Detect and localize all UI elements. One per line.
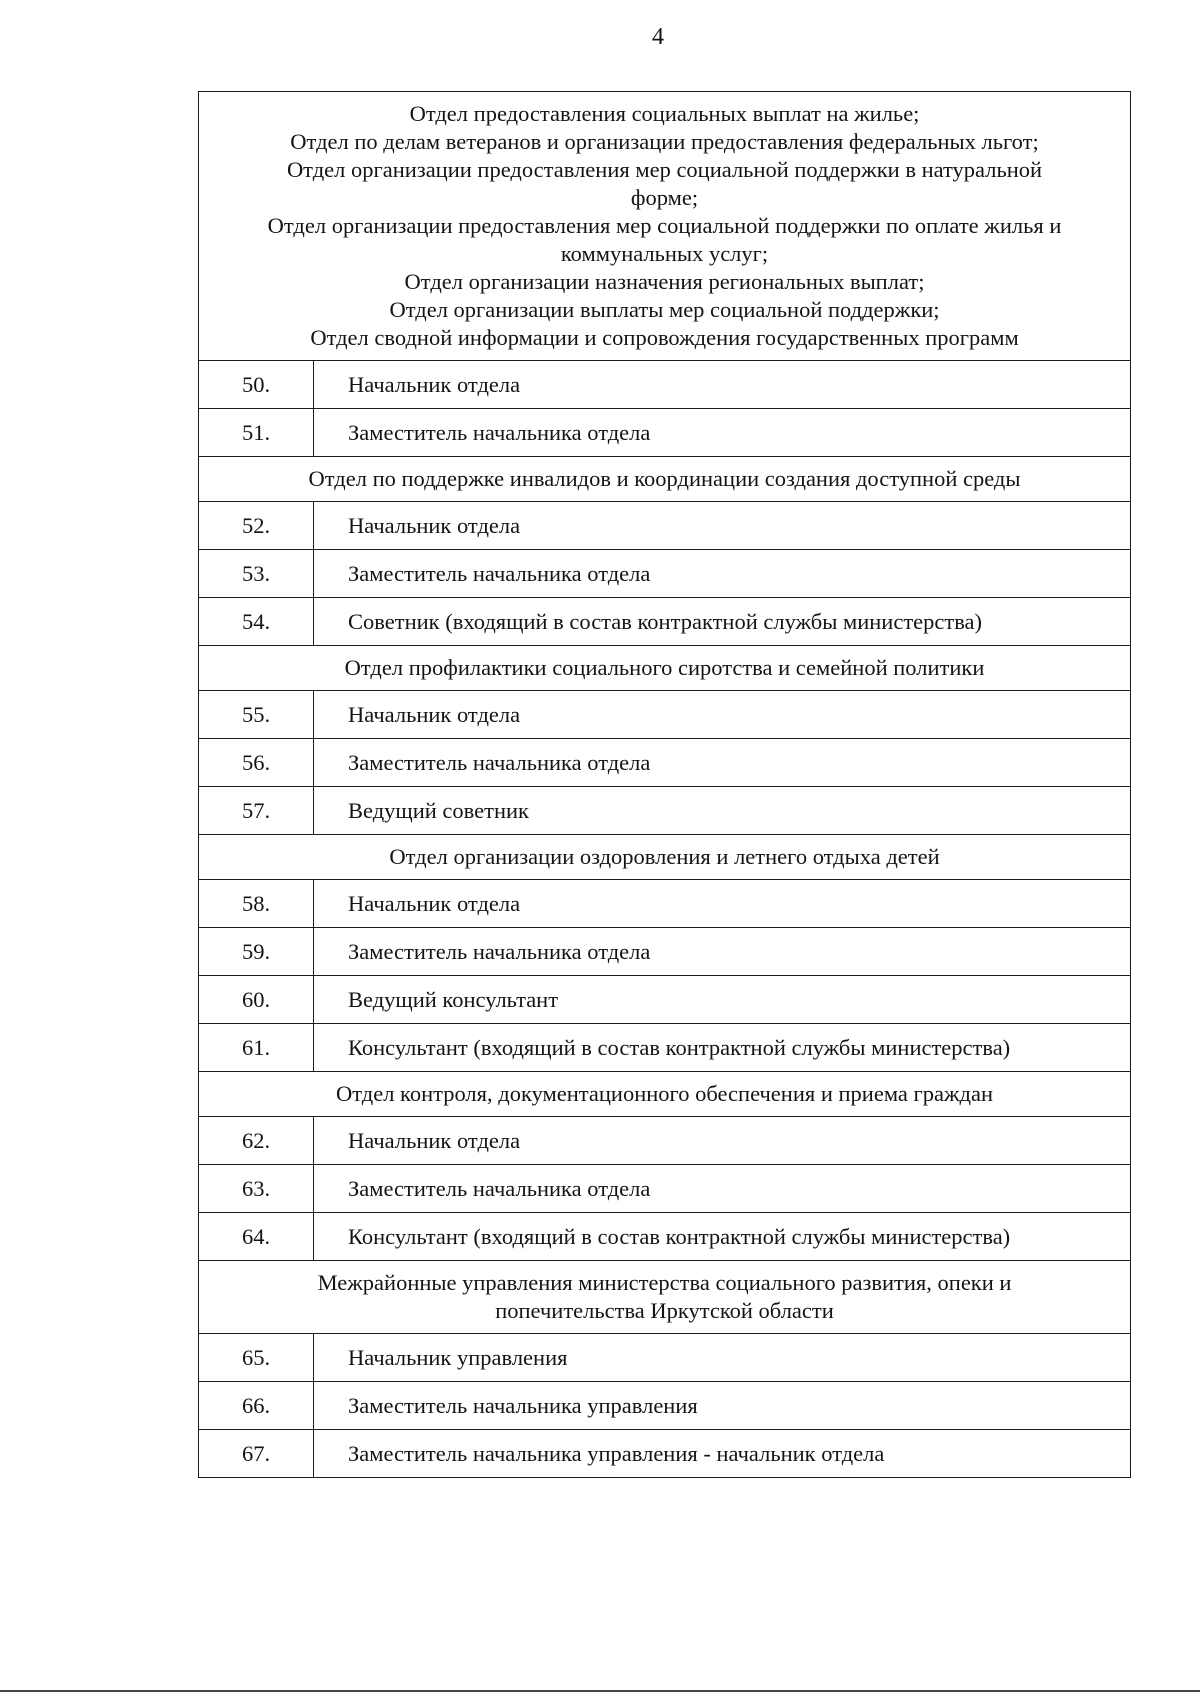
row-number: 54. — [199, 598, 314, 646]
table-row — [199, 1430, 1131, 1478]
positions-table-body — [199, 92, 1131, 1478]
row-number: 50. — [199, 361, 314, 409]
table-row — [199, 928, 1131, 976]
table-row — [199, 361, 1131, 409]
section-heading-line: Отдел контроля, документационного обеспечения и приема граждан — [335, 1081, 994, 1106]
table-row — [199, 550, 1131, 598]
position-title: Советник (входящий в состав контрактной службы министерства) — [314, 598, 1131, 646]
table-row — [199, 691, 1131, 739]
section-heading-row — [199, 92, 1131, 361]
section-heading-line: Отдел профилактики социального сиротства и семейной политики — [344, 655, 985, 680]
row-number: 61. — [199, 1024, 314, 1072]
section-heading-row — [199, 1261, 1131, 1334]
row-number: 66. — [199, 1382, 314, 1430]
row-number: 52. — [199, 502, 314, 550]
section-heading-line: коммунальных услуг; — [560, 241, 769, 266]
section-heading-line: Отдел организации назначения региональных выплат; — [404, 269, 925, 294]
section-heading-line: Отдел организации оздоровления и летнего отдыха детей — [389, 844, 940, 869]
row-number: 57. — [199, 787, 314, 835]
position-title: Консультант (входящий в состав контрактной службы министерства) — [314, 1024, 1131, 1072]
section-heading-line: попечительства Иркутской области — [495, 1298, 834, 1323]
page-number: 4 — [652, 24, 664, 50]
table-row — [199, 1165, 1131, 1213]
table-row — [199, 1117, 1131, 1165]
position-title: Заместитель начальника управления - начальник отдела — [314, 1430, 1131, 1478]
position-title: Заместитель начальника отдела — [314, 739, 1131, 787]
section-heading — [199, 1072, 1131, 1117]
table-row — [199, 976, 1131, 1024]
position-title: Начальник отдела — [314, 691, 1131, 739]
section-heading — [199, 835, 1131, 880]
position-title: Начальник управления — [314, 1334, 1131, 1382]
position-title: Заместитель начальника отдела — [314, 1165, 1131, 1213]
table-row — [199, 1382, 1131, 1430]
section-heading-line: форме; — [630, 185, 699, 210]
section-heading-line: Межрайонные управления министерства социального развития, опеки и — [317, 1270, 1012, 1295]
row-number: 53. — [199, 550, 314, 598]
section-heading-line: Отдел организации предоставления мер социальной поддержки по оплате жилья и — [267, 213, 1062, 238]
row-number: 56. — [199, 739, 314, 787]
table-row — [199, 1024, 1131, 1072]
section-heading — [199, 457, 1131, 502]
position-title: Заместитель начальника управления — [314, 1382, 1131, 1430]
table-row — [199, 502, 1131, 550]
position-title: Консультант (входящий в состав контрактной службы министерства) — [314, 1213, 1131, 1261]
row-number: 67. — [199, 1430, 314, 1478]
section-heading — [199, 92, 1131, 361]
position-title: Ведущий консультант — [314, 976, 1131, 1024]
section-heading-line: Отдел сводной информации и сопровождения государственных программ — [310, 325, 1019, 350]
position-title: Начальник отдела — [314, 502, 1131, 550]
section-heading-row — [199, 835, 1131, 880]
position-title: Начальник отдела — [314, 880, 1131, 928]
table-row — [199, 1213, 1131, 1261]
section-heading-row — [199, 1072, 1131, 1117]
position-title: Начальник отдела — [314, 361, 1131, 409]
section-heading-line: Отдел по поддержке инвалидов и координации создания доступной среды — [308, 466, 1021, 491]
section-heading-row — [199, 457, 1131, 502]
row-number: 63. — [199, 1165, 314, 1213]
row-number: 62. — [199, 1117, 314, 1165]
position-title: Заместитель начальника отдела — [314, 550, 1131, 598]
page-bottom-rule — [0, 1690, 1200, 1692]
row-number: 65. — [199, 1334, 314, 1382]
row-number: 60. — [199, 976, 314, 1024]
table-row — [199, 880, 1131, 928]
table-row — [199, 1334, 1131, 1382]
position-title: Начальник отдела — [314, 1117, 1131, 1165]
section-heading-row — [199, 646, 1131, 691]
position-title: Заместитель начальника отдела — [314, 928, 1131, 976]
table-row — [199, 598, 1131, 646]
position-title: Заместитель начальника отдела — [314, 409, 1131, 457]
position-title: Ведущий советник — [314, 787, 1131, 835]
table-row — [199, 409, 1131, 457]
row-number: 64. — [199, 1213, 314, 1261]
section-heading-line: Отдел предоставления социальных выплат на жилье; — [409, 101, 920, 126]
section-heading-line: Отдел организации выплаты мер социальной поддержки; — [389, 297, 940, 322]
section-heading — [199, 1261, 1131, 1334]
section-heading-line: Отдел организации предоставления мер социальной поддержки в натуральной — [286, 157, 1043, 182]
row-number: 58. — [199, 880, 314, 928]
table-row — [199, 787, 1131, 835]
section-heading — [199, 646, 1131, 691]
row-number: 59. — [199, 928, 314, 976]
positions-table — [198, 91, 1131, 1478]
row-number: 55. — [199, 691, 314, 739]
table-row — [199, 739, 1131, 787]
row-number: 51. — [199, 409, 314, 457]
section-heading-line: Отдел по делам ветеранов и организации предоставления федеральных льгот; — [290, 129, 1039, 154]
